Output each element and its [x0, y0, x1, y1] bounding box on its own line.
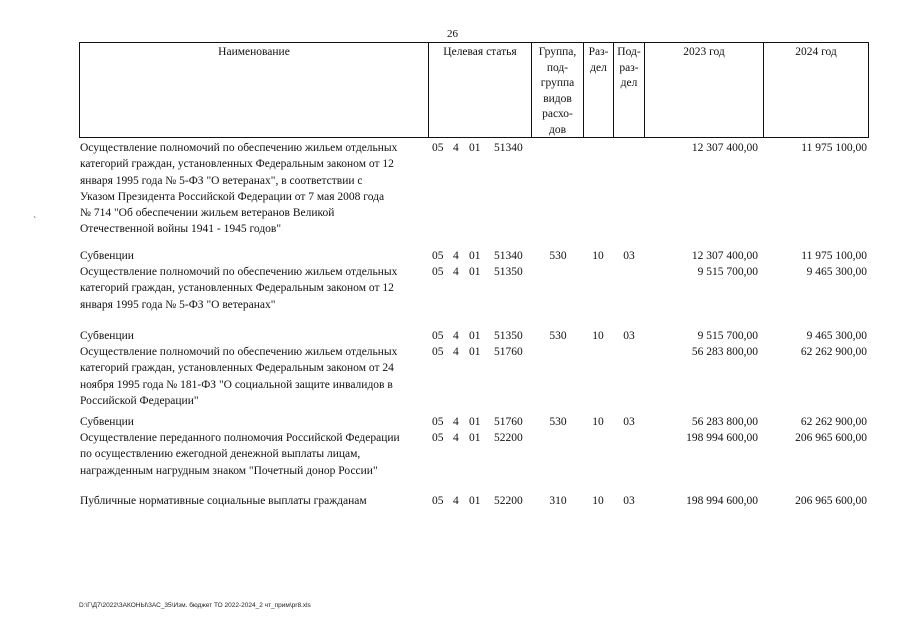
- code-program: 05: [432, 142, 444, 154]
- code-main-event: 01: [469, 266, 481, 278]
- row-name-line: Публичные нормативные социальные выплаты гражданам: [80, 495, 367, 507]
- header-line: дов: [548, 123, 567, 136]
- row-name-line: января 1995 года № 5-ФЗ "О ветеранах": [80, 298, 276, 311]
- code-subprogram: 4: [453, 495, 459, 507]
- amount-2023: 198 994 600,00: [686, 432, 758, 444]
- file-path-footer: D:\Г\Д7\2022\ЗАКОНЫ\ЗАС_35\Изм. бюджет ТО 2022-2024_2 чт_прим\pr8.xls: [79, 602, 311, 609]
- row-name-line: Российской Федерации": [80, 394, 199, 407]
- code-program: 05: [432, 346, 444, 358]
- header-target: Целевая статья: [443, 46, 517, 58]
- code-main-event: 01: [469, 416, 481, 428]
- amount-2024: 11 975 100,00: [801, 250, 867, 262]
- header-group: [532, 45, 583, 138]
- code-expense-group: 310: [549, 495, 567, 507]
- row-name-line: награжденным нагрудным знаком "Почетный донор России": [80, 464, 378, 477]
- row-name-line: Осуществление полномочий по обеспечению жильем отдельных: [80, 142, 398, 154]
- code-subsection: 03: [623, 330, 635, 342]
- code-subsection: 03: [623, 495, 635, 507]
- code-subprogram: 4: [453, 416, 459, 428]
- amount-2024: 9 465 300,00: [806, 330, 867, 342]
- row-name-line: Указом Президента Российской Федерации от 7 мая 2008 года: [80, 190, 385, 203]
- row-name: [80, 248, 430, 264]
- row-name-line: категорий граждан, установленных Федеральным законом от 12: [80, 282, 394, 295]
- row-name-line: по осуществлению ежегодной денежной выплаты лицам,: [80, 448, 361, 461]
- code-direction: 51350: [494, 266, 523, 278]
- amount-2023: 9 515 700,00: [697, 266, 758, 278]
- row-name-line: категорий граждан, установленных Федеральным законом от 12: [80, 158, 394, 171]
- row-name: [80, 493, 430, 509]
- code-program: 05: [432, 266, 444, 278]
- header-line: дел: [590, 61, 607, 74]
- amount-2023: 9 515 700,00: [697, 330, 758, 342]
- header-line: видов: [543, 92, 572, 105]
- code-direction: 51340: [494, 250, 523, 262]
- row-name: [80, 140, 430, 238]
- code-main-event: 01: [469, 346, 481, 358]
- code-main-event: 01: [469, 330, 481, 342]
- header-name: Наименование: [218, 46, 290, 58]
- header-line: дел: [620, 77, 638, 89]
- code-section: 10: [592, 416, 604, 428]
- code-section: 10: [592, 250, 604, 262]
- row-name-line: категорий граждан, установленных Федеральным законом от 24: [80, 362, 394, 375]
- amount-2024: 62 262 900,00: [800, 346, 867, 358]
- header-line: группа: [540, 77, 575, 89]
- row-name: [80, 414, 430, 430]
- header-line: раз-: [619, 61, 639, 74]
- scan-mark: `: [33, 216, 37, 227]
- amount-2023: 198 994 600,00: [686, 495, 758, 507]
- code-direction: 51760: [494, 416, 523, 428]
- amount-2024: 206 965 600,00: [795, 495, 867, 507]
- amount-2023: 56 283 800,00: [691, 346, 758, 358]
- code-main-event: 01: [469, 142, 481, 154]
- amount-2024: 206 965 600,00: [795, 432, 867, 444]
- code-subprogram: 4: [453, 346, 459, 358]
- row-name-line: Осуществление переданного полномочия Российской Федерации: [80, 432, 400, 444]
- row-name-line: Осуществление полномочий по обеспечению жильем отдельных: [80, 266, 398, 278]
- row-name-line: Субвенции: [80, 250, 134, 262]
- code-direction: 51340: [494, 142, 523, 154]
- row-name-line: № 714 "Об обеспечении жильем ветеранов Великой: [80, 207, 335, 220]
- code-direction: 51760: [494, 346, 523, 358]
- amount-2024: 9 465 300,00: [806, 266, 867, 278]
- header-line: Под-: [617, 46, 641, 58]
- row-name-line: января 1995 года № 5-ФЗ "О ветеранах", в соответствии с: [80, 174, 363, 187]
- header-line: Группа,: [538, 46, 577, 58]
- row-name-line: Субвенции: [80, 330, 134, 342]
- code-expense-group: 530: [549, 330, 567, 342]
- code-section: 10: [592, 330, 604, 342]
- row-name-line: Отечественной войны 1941 - 1945 годов": [80, 223, 282, 236]
- header-line: расхо-: [542, 108, 573, 120]
- header-subsection: [614, 45, 644, 92]
- header-2023: 2023 год: [683, 46, 725, 58]
- amount-2023: 12 307 400,00: [691, 250, 758, 262]
- code-subsection: 03: [623, 250, 635, 262]
- row-name: [80, 264, 430, 313]
- code-section: 10: [592, 495, 604, 507]
- code-program: 05: [432, 416, 444, 428]
- header-section: [584, 45, 613, 76]
- header-line: Раз-: [588, 46, 609, 58]
- code-subprogram: 4: [453, 330, 459, 342]
- code-subprogram: 4: [453, 142, 459, 154]
- code-subprogram: 4: [453, 250, 459, 262]
- code-main-event: 01: [469, 495, 481, 507]
- code-direction: 52200: [494, 432, 523, 444]
- code-expense-group: 530: [549, 416, 567, 428]
- code-main-event: 01: [469, 250, 481, 262]
- page-number: 26: [447, 28, 458, 40]
- amount-2024: 62 262 900,00: [800, 416, 867, 428]
- row-name: [80, 328, 430, 344]
- code-program: 05: [432, 432, 444, 444]
- code-program: 05: [432, 495, 444, 507]
- row-name-line: ноября 1995 года № 181-ФЗ "О социальной защите инвалидов в: [80, 378, 393, 391]
- row-name-line: Субвенции: [80, 416, 134, 428]
- row-name: [80, 344, 430, 409]
- code-program: 05: [432, 330, 444, 342]
- code-expense-group: 530: [549, 250, 567, 262]
- code-subprogram: 4: [453, 432, 459, 444]
- amount-2024: 11 975 100,00: [801, 142, 867, 154]
- code-subsection: 03: [623, 416, 635, 428]
- code-program: 05: [432, 250, 444, 262]
- amount-2023: 12 307 400,00: [691, 142, 758, 154]
- code-main-event: 01: [469, 432, 481, 444]
- row-name: [80, 430, 430, 479]
- header-2024: 2024 год: [795, 46, 837, 58]
- code-direction: 52200: [494, 495, 523, 507]
- amount-2023: 56 283 800,00: [691, 416, 758, 428]
- code-subprogram: 4: [453, 266, 459, 278]
- row-name-line: Осуществление полномочий по обеспечению жильем отдельных: [80, 346, 398, 358]
- header-line: под-: [546, 61, 569, 74]
- code-direction: 51350: [494, 330, 523, 342]
